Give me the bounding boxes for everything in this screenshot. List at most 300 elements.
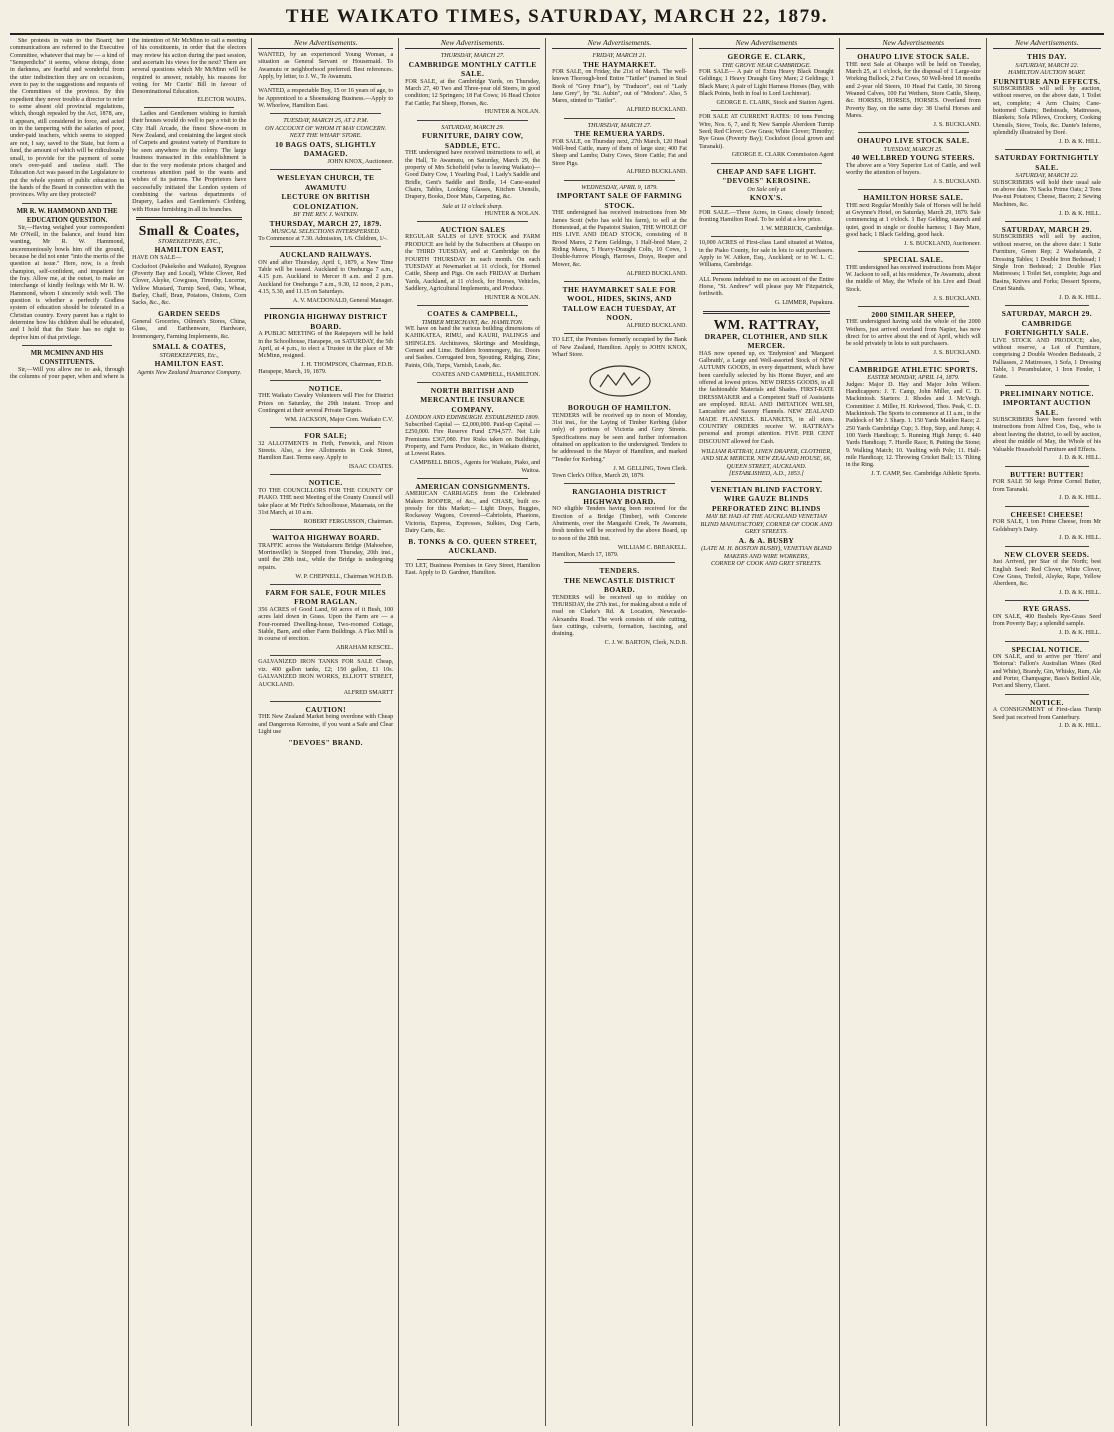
ad-cambridge-cattle (405, 52, 540, 117)
ad-sub: Sale at 11 o'clock sharp. (442, 203, 503, 211)
ad-text: ON SALE, and to arrive per 'Hero' and 'Botorua': Fallon's Australian Wines (Red and White), Brandy, Gin, Whisky, Rum, Ale and Porter, Champagne, Bass's Bottled Ale, Port and Sherry, Claret. (992, 654, 1101, 690)
ad-title: CAMBRIDGE MONTHLY CATTLE SALE. (408, 59, 537, 78)
ads-column-2 (258, 38, 399, 1426)
column-heading: New Advertisements. (993, 38, 1101, 49)
divider (270, 701, 381, 702)
ad-sign: ALFRED SMARTT (343, 690, 394, 697)
ad-text: TRAFFIC across the Waitakaruru Bridge (Mahoehoe, Morrinsville) is Stopped from Thursday, 20th inst., until the 29th inst., while the Bridge is undergoing repairs. (258, 542, 394, 571)
ad-pirongia (258, 312, 393, 377)
ad-text: THE next Sale at Ohaupo will be held on Tuesday, March 25, at 1 o'clock, for the disposal of 1 Large-size Working Bullock, 2 Fat Cows, 50 Well-bred 18 months and 2-year old Steers, 10 Head Fat Cattle, 30 Strong Weaned Calves, 100 Fat Wethers, Store Cattle, Sheep, &c. HORSES, HORSES, HORSES. Overland from Poverty Bay, on the same day: 38 Useful Horses and Mares. (845, 61, 981, 119)
ad-title: 10 BAGS OATS, SLIGHTLY DAMAGED. (275, 139, 377, 159)
divider (564, 180, 675, 181)
ad-title: RANGIAOHIA DISTRICT HIGHWAY BOARD. (572, 487, 667, 506)
ad-text: FOR SALE, at the Cambridge Yards, on Thursday, March 27, 40 Two and Three-year old Steers, in good condition; 12 Springers; 18 Fat Cows; 16 Head Choice Fat Cattle; Fat Sheep, Horses, &c. (405, 78, 541, 107)
ad-american (405, 482, 540, 556)
ad-sign: COATES AND CAMPBELL, HAMILTON. (432, 371, 541, 378)
ad-title: BOROUGH OF HAMILTON. (567, 403, 672, 413)
ad-date: SATURDAY, MARCH 22. (1015, 172, 1079, 180)
ad-date: THURSDAY, MARCH 27. (587, 121, 652, 129)
ad-title: 2000 SIMILAR SHEEP, (871, 309, 956, 319)
ad-text: SUBSCRIBERS will sell by auction, without reserve, on the above date, 1 Toilet set, complete; 4 Arm Chairs; Cane-bottomed Chairs; Bedsteads, Mattresses, Blankets; Sofa Pillows, Crockery, Cooking Utensils, Stove, Tools, &c. Dante's Inferno, splendidly illustrated by Doré. (992, 86, 1101, 137)
ad-title: NOTICE. (308, 383, 343, 393)
ad-title: FURNITURE, DAIRY COW, SADDLE, ETC. (422, 131, 524, 150)
ad-date: FRIDAY, MARCH 21. (592, 52, 647, 59)
ad-title: GARDEN SEEDS (158, 309, 221, 319)
ad-sign: J. M. GELLING, Town Clerk. (613, 465, 687, 472)
ad-text: NO eligible Tenders having been received for the Erection of a Bridge (Timber), with Concrete Abutments, over the Mangaohi Creek, Te Awamutu, fresh tenders will be received by the above Board, up to noon of the 28th inst. (552, 506, 687, 542)
ad-sub: HAMILTON AUCTION MART. (1008, 69, 1086, 76)
divider (270, 113, 381, 114)
ad-text: FOR SALE, on Friday, the 21st of March. The well-known Thorough-bred Entire "Tattler" (named in Stud Book of "Grey Friar"), by "Traducer", out of "Lady Jane Grey", by "St. Aubin", out of "Modora". Also, 5 Mares, stinted to "Tattler". (552, 69, 687, 105)
letter-text: She protests in vain to the Board; her communications are referred to the Executive Committee, whatever that may be — a kind of "Semperdichs" it seems, whose doings, done in darkness, are fearful and wonderful from the utter indistinction they are on occasions, even to pay to the suggestions and requests of the Committees of the province. By this expedient they never trouble a director to refer to some absent old provincial regulations, which, though repealed by the Act, 1878, are, it appears, still considered in force, and acted on in the tampering with the salaries of poor, under-paid teachers, which seems to stopped are not, I say, saved to the State, but form a fund, the amount of which will be ridiculously small, to provide for the payment of some one's over-paid and useless staff. The Education Act was passed in the Legislature to put the whole system of public education in the hands of the Board in connection with the provinces. Why are they protected? (10, 38, 125, 199)
ad-galvanized (258, 659, 393, 697)
divider (711, 273, 822, 274)
divider (858, 306, 969, 307)
ad-march-29 (993, 225, 1101, 302)
ad-sign: ABRAHAM KESCEL. (335, 645, 394, 652)
ad-text: WANTED, by an experienced Young Woman, a situation as General Servant or Housemaid. To Awamutu or neighborhood preferred. Best references. Apply, by letter, to J. W., Te Awamutu. (258, 52, 394, 81)
ad-sign: A. & A. BUSBY (738, 535, 795, 545)
ad-coates-campbell (405, 309, 540, 379)
divider (564, 483, 675, 484)
ad-caution (258, 705, 393, 748)
letter-title: MR R. W. HAMMOND AND THE EDUCATION QUESTION. (16, 207, 118, 224)
ad-rattray (699, 317, 834, 478)
divider (417, 382, 528, 383)
ad-rye-grass (993, 604, 1101, 637)
divider (564, 281, 675, 282)
ad-auction-sales (405, 225, 540, 302)
ad-sign: J. S. BUCKLAND. (933, 295, 981, 302)
columns (10, 38, 1106, 1426)
ad-brand: "DEVOES" BRAND. (288, 737, 363, 747)
ad-title: SPECIAL NOTICE. (1011, 644, 1083, 654)
ad-haymarket-sale (552, 285, 687, 330)
divider (270, 474, 381, 475)
ad-title: SPECIAL SALE. (883, 255, 944, 265)
divider (417, 305, 528, 306)
ad-sign: J. T. CAMP, Sec. Cambridge Athletic Sports. (871, 471, 981, 478)
ad-waitoa (258, 533, 393, 581)
ad-sub: DRAPER, CLOTHIER, AND SILK MERCER. (704, 331, 829, 351)
ad-title: WAITOA HIGHWAY BOARD. (272, 533, 380, 543)
ad-title: THE REMUERA YARDS. (574, 129, 665, 139)
divider (711, 481, 822, 482)
ads-column-6 (846, 38, 987, 1426)
ad-sign: C. J. W. BARTON, Clerk, N.D.B. (604, 640, 687, 647)
divider (417, 478, 528, 479)
ad-text: ON and after Thursday, April 1, 1879, a New Time Table will be issued. Auckland to Onehunga 7 a.m., 4.15 p.m. Auckland to Mercer 8 a.m. and 2 p.m. Auckland for Onehunga 7 a.m., 9.30, 12 noon, 2 p.m., 4.15, 5.30, and 11.15 on Saturdays. (258, 259, 394, 295)
ad-sheep (846, 310, 981, 358)
ad-newcastle (552, 566, 687, 647)
ad-title: NOTICE. (1029, 697, 1064, 707)
divider (417, 120, 528, 121)
ad-special-sale (846, 255, 981, 303)
ad-text: Cocksfoot (Pakekoho and Waikato), Ryegrass (Poverty Bay and Local), White Clover, Red Clover, Alsyke, Cowgrass, Timothy, Lucerne, Yellow Mustard, Turnip Seed, Oats, Wheat, Barley, Chaff, Bran, Potatoes, Onions, Corn Sacks, &c., &c. (132, 263, 247, 307)
divider (136, 217, 242, 220)
ad-text: 356 ACRES of Good Land, 60 acres of it Bush, 100 acres laid down in Grass. Upon the Farm are — a Four-roomed Dwelling-house, Two-roomed Cottage, Stable, Barn, and other Farm Buildings. A Flax Mill is in course of erection. (258, 606, 394, 643)
ad-title: OHAUPO LIVE STOCK SALE. (857, 52, 970, 61)
ad-haymarket (552, 52, 687, 115)
letter-hammond (10, 225, 124, 343)
ad-date: Hamilton, March 17, 1879. (552, 551, 619, 558)
ad-furniture (405, 124, 540, 218)
divider (858, 361, 969, 362)
ad-sign: HUNTER & NOLAN. (484, 294, 541, 301)
ad-text: Judges: Major D. Hay and Major John Wilson. Handicappers: J. T. Camp, John Miller, and C. D. Mackintosh. Starters: J. Rhodes and J. McVeigh. Committee: J. Miller, H. Kirkwood, Thos. Peak, C. D. Mackintosh. The Sports to commence at 11 a.m., in the Paddock of Mr J. Sharp. 1. 150 Yards Maiden Race; 2. 250 Yards Cambridge Cup; 3. Hop, Step, and Jump; 4. 100 Yards Handicap; 5. Running High Jump; 6. 440 Yards Handicap; 7. Hurdle Race; 8. Putting the Stone; 9. Walking Match; 10. Vaulting with Pole; 11. Half-mile Handicap; 12. Throwing Cricket Ball; 13. Tilting in the Ring. (845, 381, 981, 469)
ad-acres (699, 240, 834, 269)
ad-sign: ALFRED BUCKLAND. (626, 270, 687, 277)
ad-title: WESLEYAN CHURCH, TE AWAMUTU (277, 173, 375, 192)
borough-crest-icon (586, 363, 654, 399)
ad-venetian (699, 485, 834, 568)
ad-sign: HAMILTON EAST. (154, 359, 224, 369)
ad-title: 40 WELLBRED YOUNG STEERS. (851, 153, 975, 163)
divider (858, 251, 969, 252)
ad-text: SUBSCRIBERS will sell by auction, without reserve, on the above date: 1 Suite Furniture, Green Rep; 2 Washstands, 2 Dressing Tables; 1 Double Iron Bedstead; 1 Single Iron Bedstead; 2 Double Flax Mattresses; 1 Toilet Set, complete; Jugs and Basins, Knives and Forks; Dessert Spoons, Cruet Stands. (992, 234, 1101, 292)
ad-title: IMPORTANT SALE OF FARMING STOCK. (556, 191, 683, 210)
divider (564, 333, 675, 334)
ad-sign: J. S. BUCKLAND. (933, 350, 981, 357)
paragraph-text: Ladies and Gentlemen wishing to furnish their houses would do well to pay a visit to the City Hall Arcade, the finest Show-room in New Zealand, and containing the largest stock of Carpets and greatest variety of Furniture to be seen anywhere in the colony. The large business transacted in this establishment is due to the very moderate prices charged and courteous attention paid to the wants and wishes of its patrons. The Proprietors have successfully initiated the London system of combining the various departments of Drapery, Ladies and Gentlemen's Clothing, with House furnishing in all its branches. (132, 111, 247, 213)
ad-sign: J. D. & K. HILL. (1059, 138, 1101, 145)
ad-sub: (LATE M. H. BOSTON BUSBY), VENETIAN BLIND MAKERS AND WIRE WORKERS, (701, 545, 832, 560)
ad-address: CORNER OF COOK AND GREY STREETS. (710, 560, 822, 568)
ad-text: A CONSIGNMENT of First-class Turnip Seed just received from Canterbury. (992, 707, 1101, 721)
divider (711, 206, 822, 207)
ad-sign: ALFRED BUCKLAND. (626, 107, 687, 114)
ad-horse-sale (846, 193, 981, 248)
ad-ohaupo-2 (846, 136, 981, 186)
ad-sign: WM. JACKSON, Major Com. Waikato C.V. (284, 416, 394, 423)
ad-sign: J. D. & K. HILL. (1059, 210, 1101, 217)
ad-title: CAUTION! (305, 704, 347, 714)
ad-sub: NEXT THE WHARF STORE. (289, 132, 362, 140)
ad-text: THE undersigned having sold the whole of the 2000 Wethers, just arrived overland from Napier, has now direct for to arrive about the end of April, which will be sold privately in lots to suit purchasers. (845, 319, 981, 348)
ad-text: 32 ALLOTMENTS in Firth, Fenwick, and Nixon Streets. Also, a few Allotments in Cook Street, Hamilton East. Terms easy. Apply to (258, 440, 394, 462)
ad-notice-council (258, 478, 393, 526)
column-heading: New Advertisements (699, 38, 834, 49)
ad-sub: STOREKEEPERS, ETC., (158, 237, 221, 245)
ad-title: HAMILTON HORSE SALE. (863, 193, 964, 203)
ad-farm (258, 588, 393, 653)
ad-sign: ISAAC COATES. (348, 464, 394, 471)
ad-oats (258, 117, 393, 166)
ad-text: Just Arrived, per Star of the North; best English Seed: Red Clover, White Clover, Cow Grass, Trefoil, Alsyke, Rape, Yellow Aberdeen, &c. (992, 559, 1101, 588)
ad-kerosene (699, 167, 834, 203)
ad-borough (552, 403, 687, 480)
divider (270, 246, 381, 247)
ad-sign: STOREKEEPERS, Etc., (159, 351, 219, 359)
ad-text: REGULAR SALES of LIVE STOCK and FARM PRODUCE are held by the Subscribers at Ohaupo on the THIRD TUESDAY, and at Cambridge on the FOURTH THURSDAY in each month. On each TUESDAY at Newmarket at 11 o'clock, for Horned Cattle, Sheep and Pigs. On each FRIDAY at Durham Yards, Auckland, at 11 o'clock, for Horses, Vehicles, Saddlery, Agricultural Implements, and Produce. (405, 234, 541, 292)
divider (270, 380, 381, 381)
ad-sign: CAMPBELL BROS., Agents for Waikato, Piako, and Waitoa. (409, 460, 541, 474)
ad-title: RYE GRASS. (1023, 604, 1071, 614)
ad-sign: J. S. BUCKLAND. (933, 178, 981, 185)
ad-title: SATURDAY, MARCH 29. CAMBRIDGE FORTNIGHTLY SALE. (1001, 309, 1092, 338)
ad-wanted (258, 88, 393, 110)
masthead-rule (10, 33, 1104, 35)
ad-title: CHEAP AND SAFE LIGHT. "DEVOES" KEROSINE. (716, 166, 817, 186)
ad-sign: ALFRED BUCKLAND. (626, 169, 687, 176)
ad-limmer (699, 277, 834, 308)
ad-title: SATURDAY, MARCH 29. (1001, 224, 1092, 234)
ad-heading: Small & Coates, (138, 222, 240, 238)
ad-title: THE HAYMARKET. (582, 59, 657, 69)
ad-sign: ALFRED BUCKLAND. (626, 322, 687, 329)
divider (711, 236, 822, 237)
ad-text: ALL Persons indebted to me on account of the Entire Horse, "St. Andrew" will please pay Mr Fitzpatrick, forthwith. (698, 276, 834, 298)
divider (1005, 466, 1089, 467)
ad-text: General Groceries, Oilmen's Stores, China, Glass, and Earthenware, Hardware, Ironmongery, Farming Implements, &c. (132, 318, 247, 340)
ad-title: AUCKLAND RAILWAYS. (279, 250, 372, 260)
ad-sub: THE GROVE NEAR CAMBRIDGE. (721, 61, 811, 69)
divider (417, 221, 528, 222)
divider (1005, 546, 1089, 547)
ad-agents: Agents New Zealand Insurance Company. (137, 368, 242, 376)
ad-sign: J. D. & K. HILL. (1059, 455, 1101, 462)
ad-title: COATES & CAMPBELL, (427, 309, 518, 319)
divider (270, 584, 381, 585)
ad-sign: HUNTER & NOLAN. (484, 109, 541, 116)
ad-text: FOR SALE— A pair of Extra Heavy Black Draught Geldings; 1 Heavy Draught Grey Mare; 2 Geldings; 1 Black Mare; A pair of Light Harness Horses (Bay, with Black Points, both in foal to Lord Lochinvar). (698, 69, 834, 98)
ad-text: SUBSCRIBERS have been favored with instructions from Alfred Cox, Esq., who is about leaving the district, to sell by auction, about the middle of May, the Whole of his Valuable Household Furniture and Effects. (992, 417, 1101, 453)
ad-title: THIS DAY. (1027, 52, 1067, 61)
column-heading: New Advertisements. (258, 38, 393, 49)
ad-cheese (993, 510, 1101, 543)
divider (22, 203, 112, 204)
ad-text: TO LET, Business Premises in Grey Street, Hamilton East. Apply to D. Gardner, Hamilton. (405, 562, 541, 577)
divider (270, 169, 381, 170)
column-heading: New Advertisements. (552, 38, 687, 49)
ad-railways (258, 250, 393, 305)
ad-title: VENETIAN BLIND FACTORY. (710, 484, 823, 494)
ad-date: THURSDAY, MARCH 27, 1879. (269, 218, 382, 228)
ad-text: THE Waikato Cavalry Volunteers will Fire for District Prizes on Saturday, the 29th instant. Troop and Contingent at their several Private Targets. (258, 393, 394, 414)
ad-title: SATURDAY FORTNIGHTLY SALE. (994, 153, 1099, 172)
ads-column-3 (405, 38, 546, 1426)
ad-title: IMPORTANT AUCTION SALE. (1002, 398, 1091, 417)
ad-sign: SMALL & COATES, (152, 342, 226, 352)
ad-sign: J. D. & K. HILL. (1059, 723, 1101, 730)
ad-sign: ROBERT FERGUSSON, Chairman. (303, 518, 394, 525)
divider (711, 163, 822, 164)
ad-sub: On Sale only at (747, 185, 786, 193)
ad-insurance (405, 386, 540, 475)
ad-to-let (405, 563, 540, 578)
ad-title: CHEESE! CHEESE! (1010, 509, 1084, 519)
ad-sub: TIMBER MERCHANT, &c. HAMILTON. (421, 318, 524, 326)
letters-column (10, 38, 252, 1426)
ad-text: FOR SALE, on Thursday next, 27th March, 120 Head Well-bred Cattle, many of them of large size; 400 Fat Sheep and Lambs; Dairy Cows, Store Cattle; Fat and Store Pigs. (552, 138, 687, 167)
ad-sub: MAY BE HAD AT THE AUCKLAND VENETIAN BLIND MANUFACTORY, CORNER OF COOK AND GREY STREETS. (700, 513, 833, 536)
ad-title: AMERICAN CONSIGNMENTS. (415, 481, 530, 491)
ad-sign: B. TONKS & CO. QUEEN STREET, AUCKLAND. (408, 536, 537, 556)
letter-text: Sir,—Having weighed your correspondent Mr O'Neill, in the balance, and found him wanting, Mr R. W. Hammond, unceremoniously bowls him off the ground, because he did not enter "into the merits of the question at issue." Here, now, is a fresh champion, self-confident, and impatient for the fray. Allow me, at the outset, to make an interchange of kindly feelings with Mr R. W. Hammond, whom I sincerely wish well. The question is whether a perfectly Godless system of education should be tolerated in a Christian country. Every parent has a right to determine how his children shall be educated, and I hold that the State has no right to deprive him of that privilege. (10, 224, 125, 341)
ad-sub: LONDON AND EDINBURGH. ESTABLISHED 1809. (406, 414, 540, 422)
ad-sign: J. D. & K. HILL. (1059, 294, 1101, 301)
ad-title: FURNITURE AND EFFECTS. (993, 76, 1101, 86)
ad-text: THE undersigned has received instructions from Mr James Scott (who has sold his farm), to sell at the Homestead, at the Papatotoi Station, THE WHOLE OF HIS LIVE AND DEAD STOCK, consisting of 8 Brood Mares, 2 Farm Geldings, 1 Half-bred Mare, 2 Riding Mares, 5 Heavy-Draught Colts, 10 Cows, 1 Double-furrow Plough, Harrows, Drays, Reaper and Mower, &c. (552, 210, 687, 268)
ad-title: THE HAYMARKET SALE FOR WOOL, HIDES, SKINS, AND TALLOW EACH TUESDAY, AT NOON. (562, 284, 677, 323)
letter-text: Sir,—Will you allow me to ask, through the columns of your paper, when and where is the intention of Mr McMinn to call a meeting of his constituents, in order that the electors may review his action during the past session, and ascertain his views for the next? There are several questions which Mr McMinn will be required to answer, notably, his reasons for voting for Mr Curtis' Bill in favour of Denominational Education. (10, 38, 247, 381)
ad-sign: GEORGE E. CLARK Commission Agent (731, 152, 834, 159)
ad-text: Subscribed Capital — £2,000,000. Paid-up Capital — £250,000. Fire Reserve Fund £794,577. Net Life Premiums £367,080. Fire Risks taken on Buildings, Property, and Farm Produce, &c., in Waikato district, at Lowest Rates. (405, 421, 541, 458)
ad-butter (993, 470, 1101, 503)
ad-title: AUCTION SALES (439, 224, 506, 234)
ad-text: WE have on hand the various building dimensions of KAHIKATEA, RIMU, and KAURI, PALINGS and SHINGLES. Architraves, Skirtings and Mouldings, Cement and Lime. Builders Ironmongery, &c. Doors and Sashes. Corrugated Iron, Spouting, Ridging, Zinc, Paints, Oils, Turps, Varnish, Leads, &c. (405, 326, 541, 369)
ad-sign: A. V. MACDONALD, General Manager. (292, 297, 394, 304)
ad-wesleyan (258, 173, 393, 243)
divider (858, 132, 969, 133)
ad-title: BUTTER! BUTTER! (1010, 469, 1084, 479)
divider (564, 118, 675, 119)
ad-date: SATURDAY, MARCH 29. (441, 123, 505, 131)
divider (270, 84, 381, 85)
ad-text: ON SALE, 400 Bushels Rye-Grass Seed from Poverty Bay; a splendid sample. (992, 613, 1101, 628)
ladies-paragraph (132, 111, 246, 214)
ad-title: WIRE GAUZE BLINDS (723, 494, 809, 504)
ad-title: CAMBRIDGE ATHLETIC SPORTS. (848, 364, 978, 374)
ad-text: WANTED, a respectable Boy, 15 or 16 years of age, to be Apprenticed to a Shoemaking Business.—Apply to W. Whorlow, Hamilton East. (258, 88, 394, 110)
ad-title: TENDERS. (599, 566, 640, 576)
ad-sub: MUSICAL SELECTIONS INTERSPERSED. (271, 228, 381, 236)
divider (1005, 149, 1089, 150)
divider (144, 107, 234, 108)
ad-sign: J. S. BUCKLAND, Auctioneer. (904, 240, 981, 247)
ad-text: FOR SALE.—Three Acres, in Grass; closely fenced; fronting Hamilton Road. To be sold at a low price. (698, 209, 834, 224)
ad-notice (993, 698, 1101, 731)
ad-sign: GEORGE E. CLARK, Stock and Station Agent. (716, 99, 834, 106)
divider (1005, 221, 1089, 222)
ad-remuera (552, 122, 687, 177)
ad-title: PRELIMINARY NOTICE. (1000, 388, 1094, 398)
column-heading: New Advertisements (846, 38, 981, 49)
ad-title: GEORGE E. CLARK, (727, 52, 806, 61)
ad-sign: J. D. & K. HILL. (1059, 535, 1101, 542)
ad-date: SATURDAY, MARCH 22. (1015, 61, 1079, 69)
ad-title: PIRONGIA HIGHWAY DISTRICT BOARD. (264, 312, 388, 331)
ad-sign: J. H. THOMPSON, Chairman, P.D.B. (301, 362, 394, 369)
ad-notice-cavalry (258, 384, 393, 424)
divider (1005, 506, 1089, 507)
ad-wanted (258, 52, 393, 81)
divider (270, 529, 381, 530)
ad-date: TUESDAY, MARCH 25, AT 2 P.M. (283, 117, 369, 125)
ad-sub: ON ACCOUNT OF WHOM IT MAY CONCERN. (265, 124, 387, 132)
ad-sign: W. P. CHEPNELL, Chairman W.H.D.B. (295, 573, 394, 580)
ad-athletic (846, 365, 981, 479)
ad-text: FOR SALE 50 kegs Prime Cornel Butter, from Taranaki. (992, 479, 1101, 493)
divider (703, 311, 830, 314)
ads-column-5 (699, 38, 840, 1426)
ad-text: HAS now opened up, ex 'Endymion' and 'Margaret Galbraith', a Large and Well-assorted Stock of NEW AUTUMN GOODS, in every department, which have been carefully selected by his Home Buyer, and are offered at lowest prices. NEW DRESS GOODS, in all the fashionable Materials and Shades. FIRST-RATE DRESSMAKER and a Competent Staff of Assistants are employed. REAL AND IMITATION WELSH, Lancashire and Saxony Flannels. NEW ZEALAND MADE FLANNELS. BLANKETS, in all sizes. COUNTRY ORDERS receive W. RATTRAY's personal and prompt attention. FIVE PER CENT DISCOUNT allowed for Cash. (698, 350, 834, 445)
masthead: THE WAIKATO TIMES, SATURDAY, MARCH 22, 1879. (285, 6, 829, 27)
ad-preliminary (993, 389, 1101, 463)
ad-sign: J. D. & K. HILL. (1059, 590, 1101, 597)
ads-column-7 (993, 38, 1106, 1426)
ad-sign: G. LIMMER, Papakura. (774, 300, 834, 307)
ad-title: THE NEWCASTLE DISTRICT BOARD. (563, 575, 676, 595)
ad-title: NORTH BRITISH AND MERCANTILE INSURANCE COMPANY. (420, 385, 525, 414)
ad-text: THE New Zealand Market being overdone with Cheap and Dangerous Kerosine, if you want a Safe and Clear Light use (258, 714, 394, 735)
ad-date: WEDNESDAY, APRIL 9, 1879. (581, 183, 658, 191)
ad-place: HAMILTON EAST, (154, 245, 224, 255)
ad-furniture-effects (993, 52, 1101, 146)
divider (1005, 641, 1089, 642)
ad-date: TUESDAY, MARCH 25. (883, 145, 943, 153)
ad-text: THE undersigned have received instructions to sell, at the Hall, Te Awamutu, on Saturday, March 29, the property of Mrs Schofield (who is leaving Waikato)— Good Dairy Cow, 1 Yearling Foal, 1 Lady's Saddle and Bridle, Gent's Saddle and Bridle, 14 Cane-seated Chairs, Tables, Looking Glasses, Kitchen Utensils, Drapery, Books, Door Mats, Carpeting, &c. (405, 150, 541, 201)
ad-rangiaohia (552, 487, 687, 559)
ad-date: THURSDAY, MARCH 27. (440, 52, 505, 59)
ad-text: SUBSCRIBERS will hold their usual sale on above date. 70 Sacks Prime Oats; 2 Tons Pea-nut Potatoes; Cheese, Bacon; 2 Sewing Machines, &c. (992, 179, 1101, 208)
ad-sign: JOHN KNOX, Auctioneer. (327, 158, 394, 165)
ad-date: EASTER MONDAY, APRIL 14, 1879. (867, 374, 960, 382)
ad-to-let (552, 337, 687, 359)
divider (1005, 305, 1089, 306)
ad-text: HAVE ON SALE— (132, 254, 182, 261)
letter-signature: ELECTOR WAIPA. (197, 96, 247, 103)
ad-title: NEW CLOVER SEEDS. (1004, 549, 1090, 559)
ad-title: FOR SALE; (304, 431, 348, 441)
divider (270, 308, 381, 309)
divider (564, 562, 675, 563)
ad-text: TO THE COUNCILLORS FOR THE COUNTY OF PIAKO. THE next Meeting of the County Council will take place at Mr Firth's Schoolhouse, Matamata, on the 31st March, at 10 a.m. (258, 487, 394, 516)
ad-text: TENDERS will be received up to midday on THURSDAY, the 27th inst., for making about a mile of road on Clarke's Rd. & Location, Newcastle-Alexandra Road. The work consists of side cutting, face cuttings, culverts, formation, fascining, and draining. (552, 594, 687, 638)
ad-date: Harapepe, March, 19, 1879. (258, 369, 327, 376)
ad-clover (993, 550, 1101, 598)
ad-date: Town Clerk's Office, March 20, 1879. (552, 473, 645, 479)
ad-title: LECTURE ON BRITISH COLONIZATION. (281, 192, 370, 211)
ad-text: 10,000 ACRES of First-class Land situated at Waitoa, in the Piako County, for sale in lots to suit purchasers. Apply to W. Aitken, Esq., Auckland; or to W. L. C. Williams, Cambridge. (698, 240, 834, 269)
divider (270, 427, 381, 428)
ad-title: OHAUPO LIVE STOCK SALE. (857, 136, 970, 146)
ad-text: To Commence at 7.30. Admission, 1/6. Children, 1/-. (258, 235, 388, 242)
ad-ohaupo (846, 52, 981, 129)
ad-sign: J. W. MERRICK, Cambridge. (760, 225, 834, 232)
ad-text: AMERICAN CARRIAGES from the Celebrated Makers ROOPER, of &c., and CHASE, built ex-pressly for this Market;— Light Drays, Buggies, Rockaway Wagons, Covered—Cabriolets, Phaetons, Victoria, Express, Expresses, Sulkies, Dog Carts, Dairy Carts, &c. (405, 491, 541, 535)
ad-small-coates (132, 223, 246, 376)
ad-sub: BY THE REV. J. WATKIN. (293, 211, 359, 219)
ad-sign: J. D. & K. HILL. (1059, 630, 1101, 637)
letter-education (10, 38, 124, 200)
ad-title: NOTICE. (308, 478, 343, 488)
ad-clark (699, 52, 834, 107)
ad-title: FARM FOR SALE, FOUR MILES FROM RAGLAN. (265, 587, 386, 607)
ad-sign: WILLIAM C. BREAKELL. (617, 544, 687, 551)
ad-current-rates (699, 114, 834, 160)
ad-text: FOR SALE, 1 ton Prime Cheese, from Mr Goldsbury's Dairy. (992, 519, 1101, 533)
ad-text: THE next Regular Monthly Sale of Horses will be held at Gwynne's Hotel, on Saturday, March 29, 1879. Sale commencing at 1 o'clock. 1 Bay Gelding, staunch and quiet, good in single or double harness; 1 Bay Mare, good hack; 1 Black Gelding, good hack. (845, 202, 981, 238)
ad-sign: WILLIAM RATTRAY, LINEN DRAPER, CLOTHIER, AND SILK MERCER. NEW ZEALAND HOUSE, 66, QUEEN STREET, AUCKLAND. (701, 447, 832, 470)
ad-sign: HUNTER & NOLAN. (484, 210, 541, 217)
ad-land (699, 210, 834, 234)
ad-allotments (258, 431, 393, 471)
ad-heading: WM. RATTRAY, (713, 316, 820, 332)
ad-text: The above are a Very Superior Lot of Cattle, and well worthy the attention of buyers. (845, 162, 981, 176)
ad-text: LIVE STOCK AND PRODUCE; also, without reserve, a Lot of Furniture, comprising 2 Double Wooden Bedsteads, 2 Palliasses, 2 Mattresses, 1 Sofa, 1 Dressing Table, 1 Perambulator, 1 Iron Fender, 1 Grate. (992, 337, 1101, 381)
divider (1005, 694, 1089, 695)
divider (1005, 385, 1089, 386)
ad-sign: J. D. & K. HILL. (1059, 495, 1101, 502)
divider (711, 110, 822, 111)
ad-text: THE undersigned has received instructions from Major W. Jackson to sell, at his residence, Te Awamutu, about the middle of May, the Whole of his Live and Dead Stock. (845, 264, 981, 293)
ads-column-4 (552, 38, 693, 1426)
ad-special-notice (993, 645, 1101, 691)
ad-text: FOR SALE AT CURRENT RATES: 10 tons Fencing Wire, Nos. 6, 7, and 8; New Sample Aberdeen Turnip Seed; Red Clover; Cow Grass; White Clover; Timothy; Rye Grass (Poverty Bay); Cocksfoot (local grown and Taranaki). (698, 114, 834, 150)
ad-text: A PUBLIC MEETING of the Ratepayers will be held in the Schoolhouse, Harapepe, on SATURDAY, the 5th April, at 4 p.m., to elect a Trustee in the place of Mr McMinn, resigned. (258, 331, 394, 360)
ad-title: PERFORATED ZINC BLINDS (711, 503, 821, 513)
